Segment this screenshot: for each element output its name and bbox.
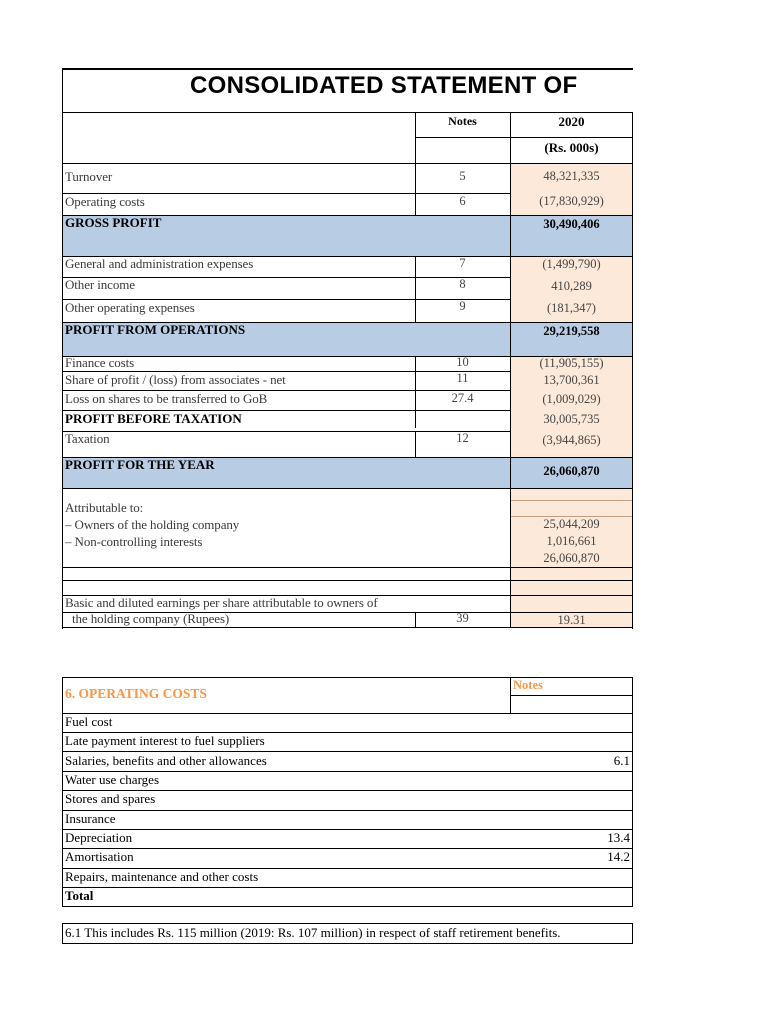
- row-value-bold: 29,219,558: [543, 324, 600, 338]
- row-label: – Owners of the holding company: [65, 517, 240, 532]
- row-note: 5: [459, 169, 466, 183]
- cost-item-label: Salaries, benefits and other allowances: [65, 753, 267, 768]
- row-value: (181,347): [547, 301, 596, 315]
- row-note: 9: [459, 299, 466, 313]
- row-label-bold: PROFIT FOR THE YEAR: [65, 457, 215, 472]
- row-value: (17,830,929): [539, 194, 604, 208]
- row-label: Operating costs: [65, 194, 145, 209]
- row-note: 12: [456, 431, 469, 445]
- row-note: 8: [459, 277, 466, 291]
- row-label: Finance costs: [65, 355, 135, 370]
- row-value: 1,016,661: [546, 534, 597, 548]
- row-label: the holding company (Rupees): [72, 611, 230, 626]
- row-value-bold: 30,490,406: [543, 217, 600, 231]
- row-label: Other operating expenses: [65, 300, 195, 315]
- row-value: 26,060,870: [543, 551, 600, 565]
- row-label: Share of profit / (loss) from associates - net: [65, 372, 286, 387]
- row-value: (3,944,865): [542, 433, 601, 447]
- operating-costs-title: 6. OPERATING COSTS: [65, 686, 207, 701]
- row-value: 48,321,335: [543, 169, 600, 183]
- cost-item-note: 13.4: [607, 830, 630, 845]
- row-value: (1,009,029): [542, 392, 601, 406]
- row-note: 11: [456, 371, 469, 385]
- row-label: – Non-controlling interests: [65, 534, 203, 549]
- row-label-bold: PROFIT BEFORE TAXATION: [65, 411, 242, 426]
- row-note: 10: [456, 355, 469, 369]
- cost-item-label: Fuel cost: [65, 714, 113, 729]
- row-value: 30,005,735: [543, 412, 600, 426]
- row-value: (1,499,790): [542, 257, 601, 271]
- cost-item-label: Amortisation: [65, 849, 134, 864]
- row-note: 7: [459, 256, 466, 270]
- row-value: 19.31: [557, 613, 586, 627]
- row-label-bold: PROFIT FROM OPERATIONS: [65, 322, 246, 337]
- row-value-bold: 26,060,870: [543, 464, 600, 478]
- row-label: Loss on shares to be transferred to GoB: [65, 391, 268, 406]
- cost-item-label: Water use charges: [65, 772, 160, 787]
- cost-item-label: Stores and spares: [65, 791, 156, 806]
- cost-item-note: 14.2: [607, 849, 630, 864]
- footnote: 6.1 This includes Rs. 115 million (2019: Rs. 107 million) in respect of staff retirement benefits.: [65, 925, 561, 940]
- row-label: Turnover: [65, 169, 113, 184]
- row-value: 25,044,209: [543, 517, 600, 531]
- row-label-bold: GROSS PROFIT: [65, 215, 162, 230]
- row-value: 410,289: [551, 279, 592, 293]
- row-note: 6: [459, 194, 466, 208]
- year-header: 2020: [558, 114, 585, 129]
- row-label: Taxation: [65, 431, 110, 446]
- row-label: Basic and diluted earnings per share attributable to owners of: [65, 595, 378, 610]
- row-label: General and administration expenses: [65, 256, 254, 271]
- cost-item-label: Depreciation: [65, 830, 133, 845]
- row-value: 13,700,361: [543, 373, 600, 387]
- unit-header: (Rs. 000s): [544, 140, 599, 155]
- statement-title: CONSOLIDATED STATEMENT OF: [190, 72, 578, 99]
- row-note: 27.4: [451, 391, 474, 405]
- cost-item-label: Repairs, maintenance and other costs: [65, 869, 259, 884]
- row-note: 39: [456, 611, 469, 625]
- row-value: (11,905,155): [539, 356, 604, 370]
- cost-item-label: Late payment interest to fuel suppliers: [65, 733, 265, 748]
- notes-header: Notes: [448, 114, 477, 128]
- cost-total-label: Total: [65, 888, 94, 903]
- row-label: Other income: [65, 277, 135, 292]
- operating-notes-header: Notes: [513, 678, 543, 692]
- row-label: Attributable to:: [65, 500, 144, 515]
- cost-item-label: Insurance: [65, 811, 116, 826]
- cost-item-note: 6.1: [613, 753, 630, 768]
